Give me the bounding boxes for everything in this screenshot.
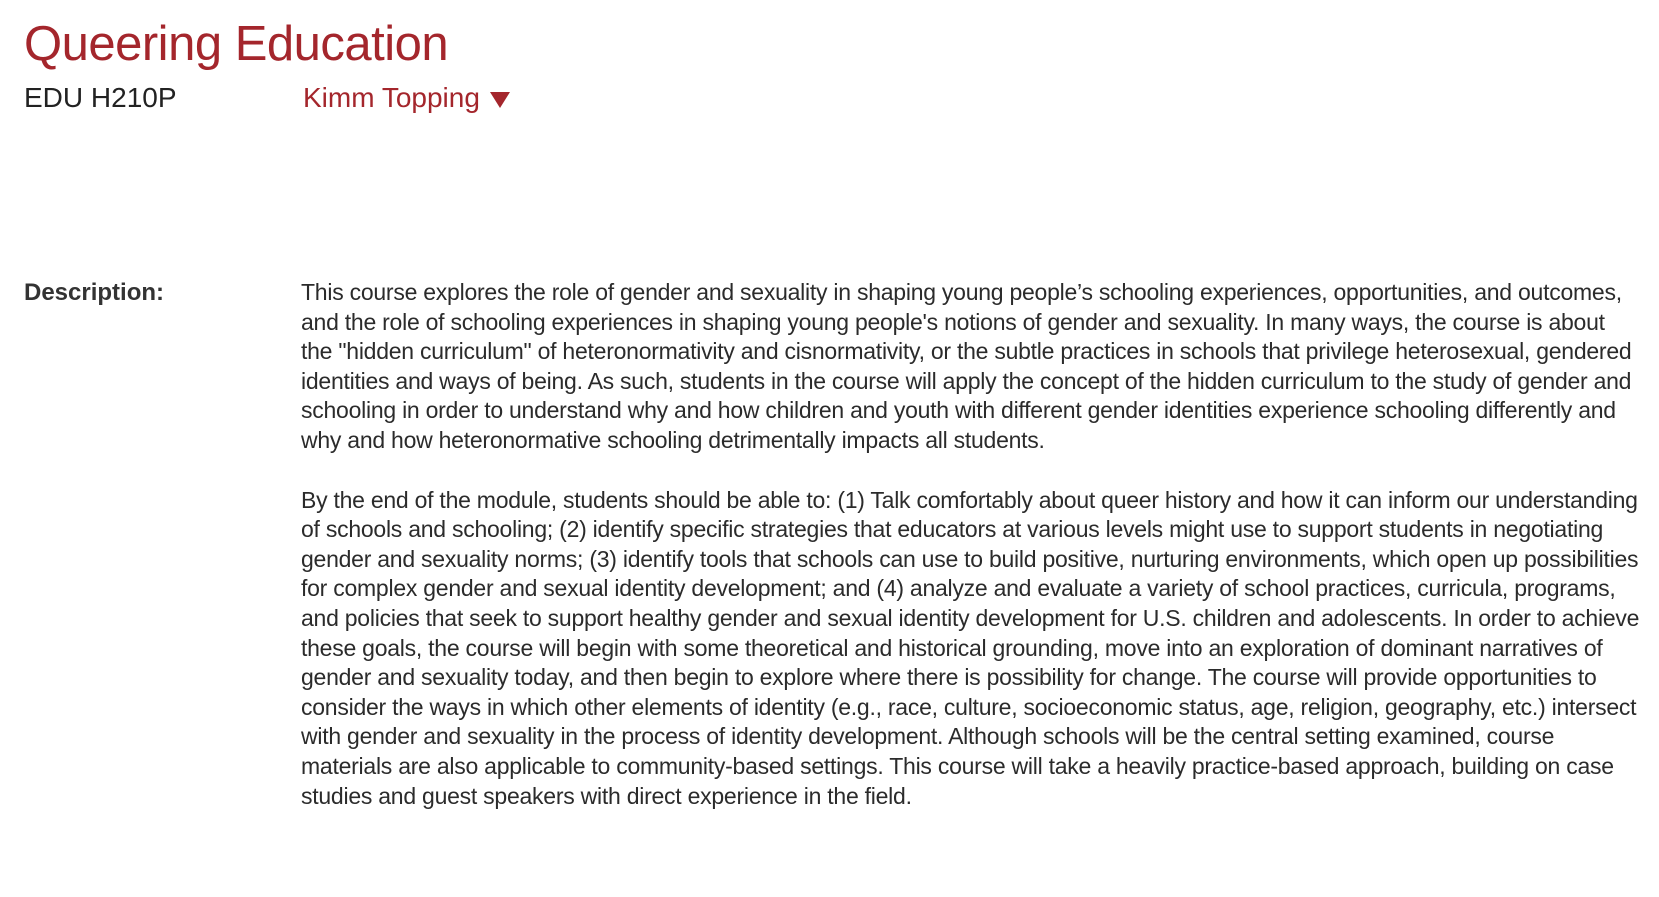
caret-down-icon (490, 92, 510, 108)
description-paragraph: By the end of the module, students should be able to: (1) Talk comfortably about queer history and how it can inform our understanding of schools and schooling; (2) identify specific strategies that educators at various levels might use to support students in negotiating gender and sexuality norms; (3) identify tools that schools can use to build positive, nurturing environments, which open up possibilities for complex gender and sexual identity development; and (4) analyze and evaluate a variety of school practices, curricula, programs, and policies that seek to support healthy gender and sexual identity development for U.S. children and adolescents. In order to achieve these goals, the course will begin with some theoretical and historical grounding, move into an exploration of dominant narratives of gender and sexuality today, and then begin to explore where there is possibility for change. The course will provide opportunities to consider the ways in which other elements of identity (e.g., race, culture, socioeconomic status, age, religion, geography, etc.) intersect with gender and sexuality in the process of identity development. Although schools will be the central setting examined, course materials are also applicable to community-based settings. This course will take a heavily practice-based approach, building on case studies and guest speakers with direct experience in the field. (301, 486, 1640, 809)
course-code: EDU H210P (24, 82, 177, 113)
instructor-dropdown[interactable] (303, 80, 510, 116)
instructor-name: Kimm Topping (303, 82, 480, 113)
course-title: Queering Education (24, 17, 449, 71)
description-label: Description: (24, 279, 165, 306)
description-body (301, 278, 1641, 841)
description-paragraph: This course explores the role of gender and sexuality in shaping young people’s schooling experiences, opportunities, and outcomes, and the role of schooling experiences in shaping young people's notions of gender and sexuality. In many ways, the course is about the "hidden curriculum" of heteronormativity and cisnormativity, or the subtle practices in schools that privilege heterosexual, gendered identities and ways of being. As such, students in the course will apply the concept of the hidden curriculum to the study of gender and schooling in order to understand why and how children and youth with different gender identities experience schooling differently and why and how heteronormative schooling detrimentally impacts all students. (301, 279, 1632, 453)
